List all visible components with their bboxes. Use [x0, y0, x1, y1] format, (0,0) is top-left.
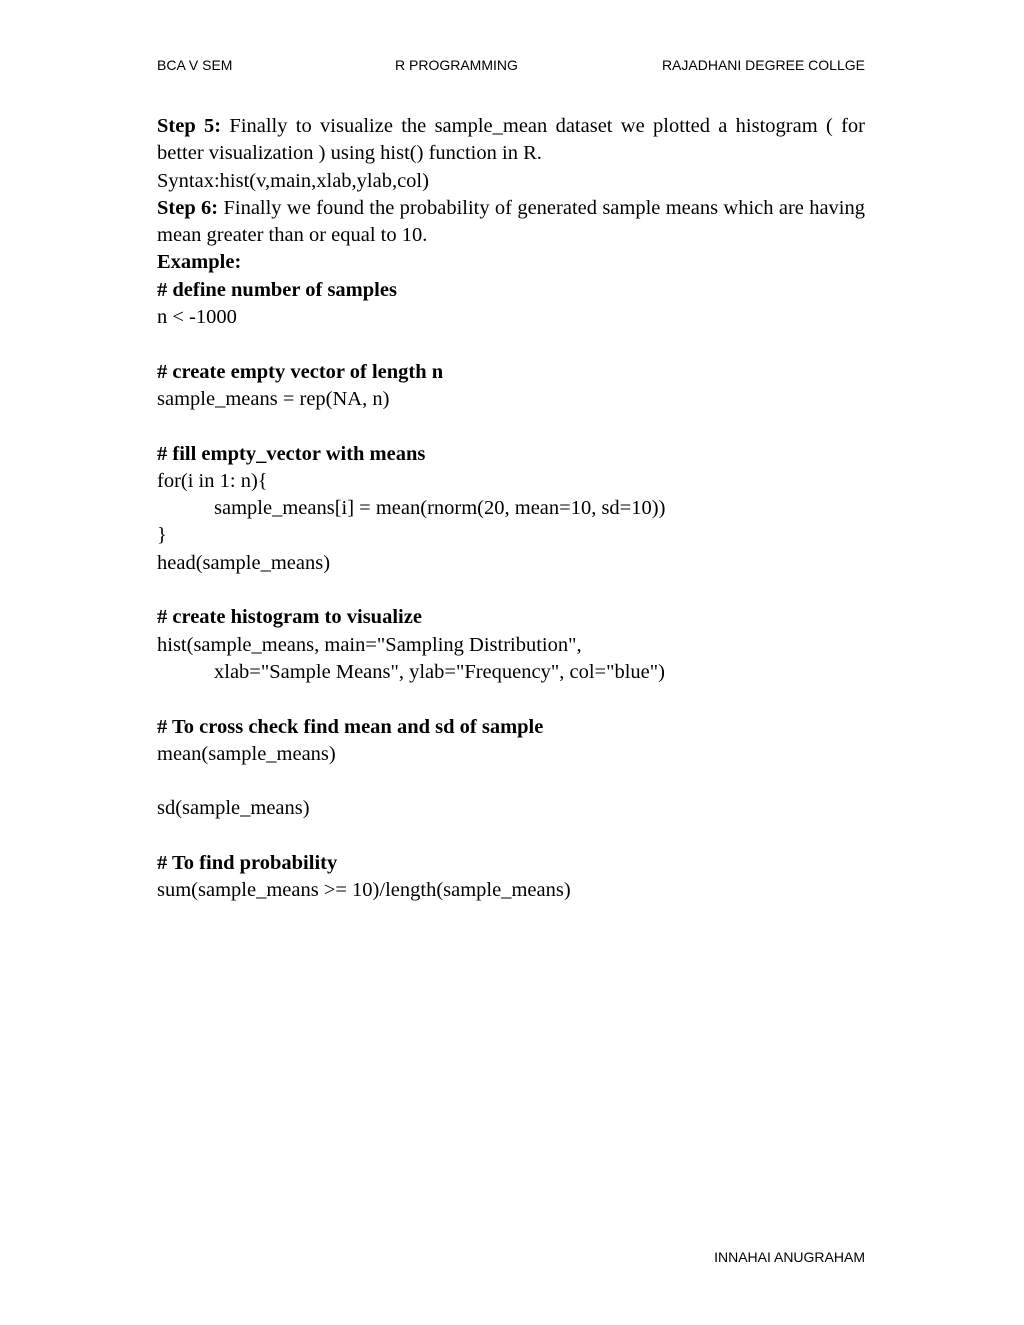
step6-text: Finally we found the probability of generated sample means which are having mean greater than or equal to 10.	[157, 196, 865, 247]
code-comment: # fill empty_vector with means	[157, 442, 426, 465]
code-comment: # create empty vector of length n	[157, 360, 444, 383]
page-footer: INNAHAI ANUGRAHAM	[714, 1249, 865, 1265]
code-comment: # To cross check find mean and sd of sample	[157, 715, 544, 738]
code-line: head(sample_means)	[157, 551, 331, 574]
blank-line	[157, 768, 865, 795]
code-comment: # To find probability	[157, 852, 338, 875]
step5-label: Step 5:	[157, 115, 222, 137]
blank-line	[157, 686, 865, 713]
code-line: sum(sample_means >= 10)/length(sample_means)	[157, 879, 571, 902]
code-comment: # create histogram to visualize	[157, 606, 422, 629]
code-comment: # define number of samples	[157, 278, 397, 301]
code-line: sd(sample_means)	[157, 797, 310, 820]
document-body	[157, 113, 865, 905]
blank-line	[157, 413, 865, 440]
code-line: xlab="Sample Means", ylab="Frequency", col="blue")	[214, 660, 665, 683]
code-line: hist(sample_means, main="Sampling Distribution",	[157, 633, 582, 656]
step5-paragraph	[157, 113, 865, 168]
step6-label: Step 6:	[157, 196, 219, 219]
blank-line	[157, 577, 865, 604]
blank-line	[157, 331, 865, 358]
step6-paragraph	[157, 195, 865, 250]
blank-line	[157, 823, 865, 850]
header-college: RAJADHANI DEGREE COLLGE	[661, 57, 865, 73]
code-line: sample_means = rep(NA, n)	[157, 387, 390, 410]
code-line: mean(sample_means)	[157, 742, 336, 765]
code-line: n < -1000	[157, 306, 237, 329]
syntax-line: Syntax:hist(v,main,xlab,ylab,col)	[157, 169, 429, 192]
page-header	[157, 57, 865, 77]
code-line: }	[157, 524, 167, 547]
code-line: for(i in 1: n){	[157, 469, 268, 492]
example-heading: Example:	[157, 251, 242, 274]
code-line: sample_means[i] = mean(rnorm(20, mean=10, sd=10))	[214, 497, 666, 520]
header-course: BCA V SEM	[157, 57, 233, 73]
step5-text: Finally to visualize the sample_mean dataset we plotted a histogram ( for better visualization ) using hist() function in R.	[157, 115, 865, 165]
header-subject: R PROGRAMMING	[395, 57, 518, 73]
